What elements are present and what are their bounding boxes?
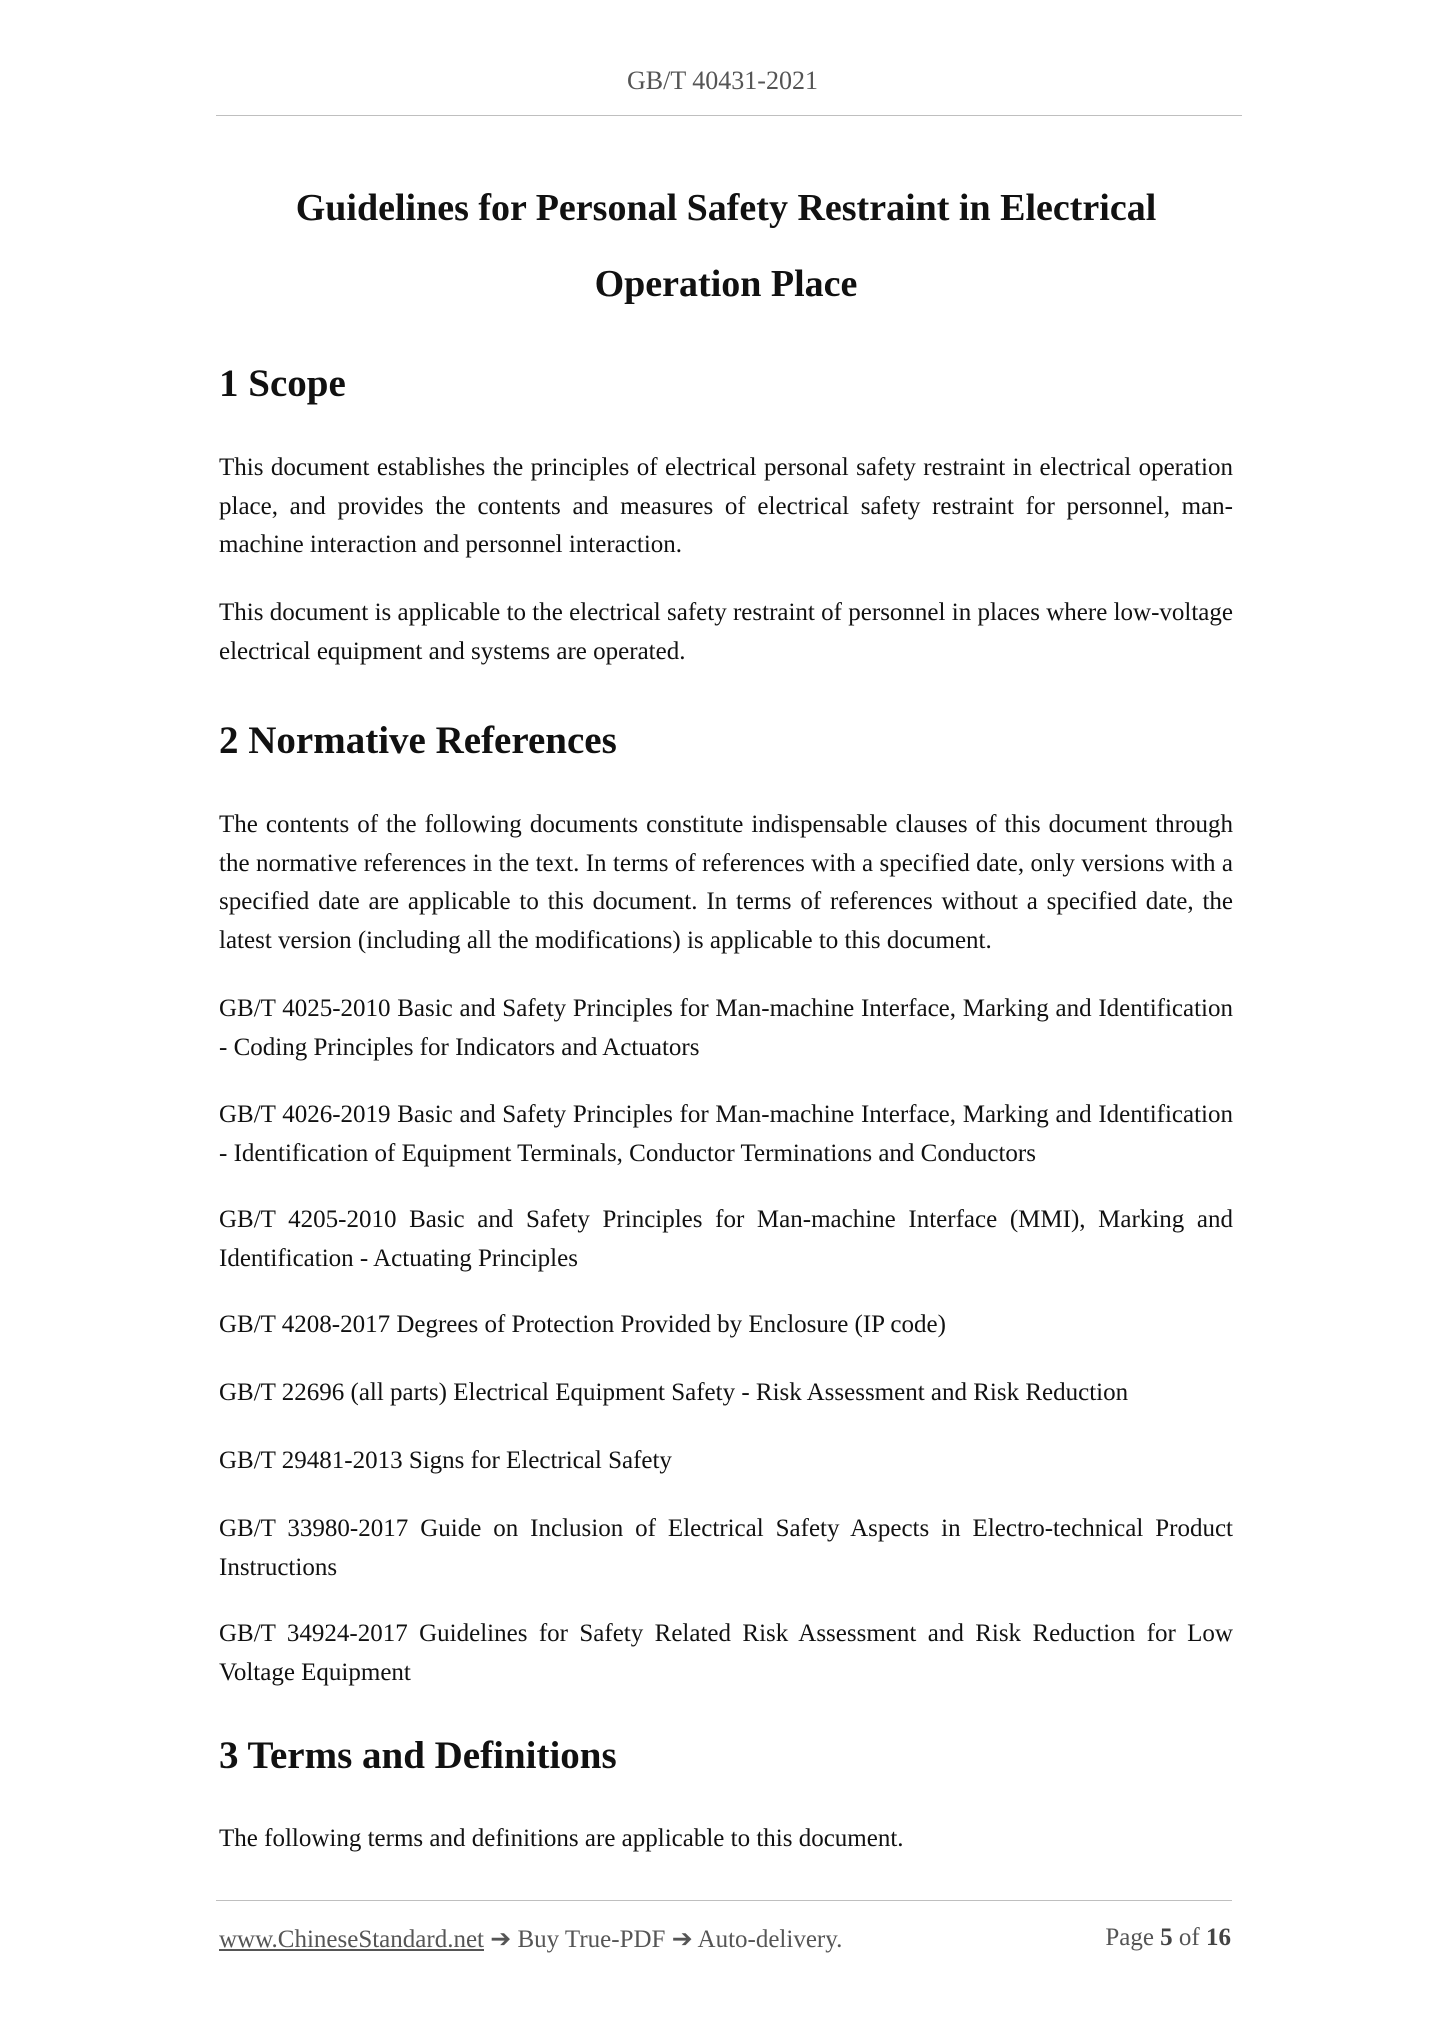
document-title-line-2: Operation Place bbox=[594, 263, 858, 305]
reference-item: GB/T 29481-2013 Signs for Electrical Safety bbox=[219, 1447, 672, 1474]
arrow-right-icon: ➔ bbox=[671, 1926, 693, 1953]
footer bbox=[219, 1924, 1231, 1954]
buy-true-pdf-text: Buy True-PDF bbox=[517, 1926, 666, 1953]
reference-item: GB/T 4208-2017 Degrees of Protection Provided by Enclosure (IP code) bbox=[219, 1311, 946, 1338]
normative-references-intro: The contents of the following documents constitute indispensable clauses of this document through the normative references in the text. In terms of references with a specified date, only versions with a specified date are applicable to this document. In terms of references without a specified date, the latest version (including all the modifications) is applicable to this document. bbox=[219, 811, 1233, 954]
terms-intro: The following terms and definitions are applicable to this document. bbox=[219, 1825, 904, 1852]
arrow-right-icon: ➔ bbox=[490, 1926, 512, 1953]
document-title bbox=[216, 170, 1236, 322]
reference-item: GB/T 4025-2010 Basic and Safety Principles for Man-machine Interface, Marking and Identification - Coding Principles for Indicators and Actuators bbox=[219, 995, 1233, 1061]
reference-item: GB/T 33980-2017 Guide on Inclusion of Electrical Safety Aspects in Electro-technical Product Instructions bbox=[219, 1515, 1233, 1581]
scope-paragraph: This document is applicable to the electrical safety restraint of personnel in places where low-voltage electrical equipment and systems are operated. bbox=[219, 599, 1233, 665]
total-page-count: 16 bbox=[1206, 1924, 1231, 1951]
page-indicator bbox=[1105, 1924, 1231, 1952]
reference-item: GB/T 4205-2010 Basic and Safety Principles for Man-machine Interface (MMI), Marking and Identification - Actuating Principles bbox=[219, 1206, 1233, 1272]
header-rule bbox=[216, 115, 1242, 116]
reference-item: GB/T 34924-2017 Guidelines for Safety Related Risk Assessment and Risk Reduction for Low Voltage Equipment bbox=[219, 1620, 1233, 1686]
page-of-label: of bbox=[1178, 1924, 1200, 1951]
section-heading-normative-references: 2 Normative References bbox=[219, 719, 617, 762]
page-label: Page bbox=[1105, 1924, 1154, 1951]
scope-paragraph: This document establishes the principles of electrical personal safety restraint in electrical operation place, and provides the contents and measures of electrical safety restraint for personnel, man-machine interaction and personnel interaction. bbox=[219, 454, 1233, 558]
footer-rule bbox=[216, 1900, 1232, 1901]
header-doc-code: GB/T 40431-2021 bbox=[627, 66, 818, 95]
document-title-line-1: Guidelines for Personal Safety Restraint in Electrical bbox=[295, 187, 1157, 229]
reference-item: GB/T 4026-2019 Basic and Safety Principles for Man-machine Interface, Marking and Identification - Identification of Equipment Terminals, Conductor Terminations and Conductors bbox=[219, 1101, 1233, 1167]
auto-delivery-text: Auto-delivery. bbox=[697, 1926, 843, 1953]
section-heading-scope: 1 Scope bbox=[219, 362, 346, 405]
section-heading-terms-and-definitions: 3 Terms and Definitions bbox=[219, 1734, 617, 1777]
current-page-number: 5 bbox=[1160, 1924, 1173, 1951]
reference-item: GB/T 22696 (all parts) Electrical Equipment Safety - Risk Assessment and Risk Reduction bbox=[219, 1379, 1129, 1406]
site-link[interactable]: www.ChineseStandard.net bbox=[219, 1926, 484, 1953]
